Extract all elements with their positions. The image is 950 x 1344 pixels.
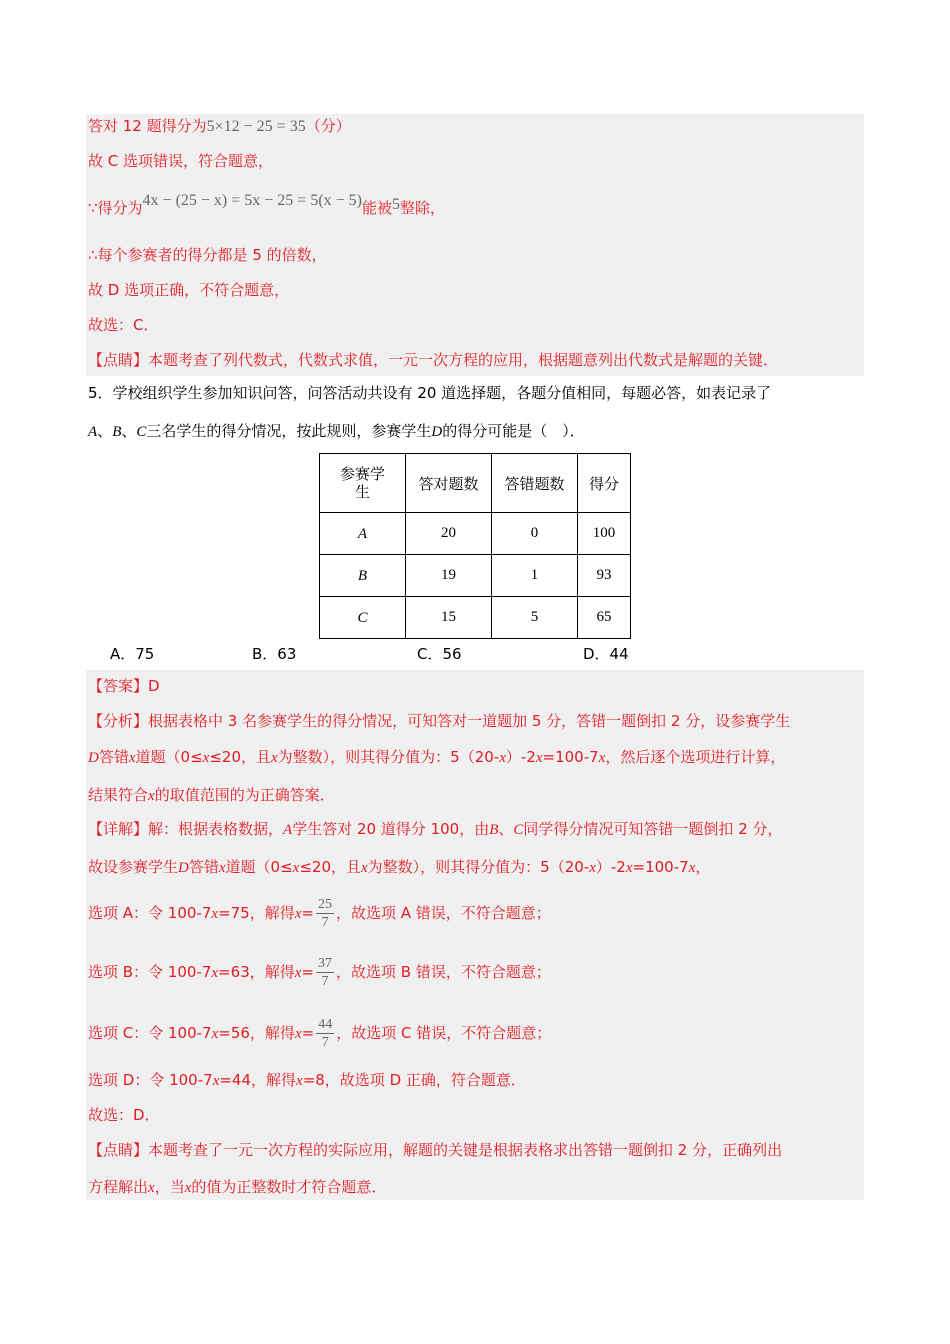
table-row — [320, 555, 631, 597]
fraction: $\frac{44}{7}$ — [318, 1017, 333, 1050]
header-cell: 答对题数 — [406, 454, 492, 513]
table-cell: 19 — [406, 555, 492, 597]
option-a-check: 选项 A：令 100-7x=75，解得x= $\frac{25}{7}$ ，故选项 A 错误，不符合题意； — [88, 897, 551, 930]
prev-line-4: ∴每个参赛者的得分都是 5 的倍数， — [88, 246, 327, 264]
table-cell: 93 — [578, 555, 631, 597]
option-c[interactable]: C．56 — [417, 645, 462, 663]
comment-line-1: 【点睛】本题考查了一元一次方程的实际应用，解题的关键是根据表格求出答错一题倒扣 2 分，正确列出 — [88, 1141, 783, 1159]
table-cell: A — [320, 513, 406, 555]
table-cell: 5 — [492, 597, 578, 639]
table-cell: 15 — [406, 597, 492, 639]
header-cell: 答错题数 — [492, 454, 578, 513]
prev-comment: 【点睛】本题考查了列代数式，代数式求值，一元一次方程的应用，根据题意列出代数式是解题的关键． — [88, 351, 779, 369]
table-cell: 100 — [578, 513, 631, 555]
question-line-2: A、B、C三名学生的得分情况，按此规则，参赛学生D的得分可能是（ ）． — [88, 422, 585, 440]
option-b-check: 选项 B：令 100-7x=63，解得x= $\frac{37}{7}$ ，故选项 B 错误，不符合题意； — [88, 956, 551, 989]
table-cell: C — [320, 597, 406, 639]
option-d[interactable]: D．44 — [583, 645, 629, 663]
table-cell: 20 — [406, 513, 492, 555]
prev-line-5: 故 D 选项正确，不符合题意， — [88, 281, 290, 299]
prev-line-3: ∵得分为4x − (25 − x) = 5x − 25 = 5(x − 5)能被5整除， — [88, 192, 446, 217]
table-row — [320, 513, 631, 555]
fraction: $\frac{37}{7}$ — [318, 956, 332, 989]
option-a[interactable]: A．75 — [110, 645, 155, 663]
prev-line-1: 答对 12 题得分为5×12 − 25 = 35（分） — [88, 117, 351, 135]
analysis-line-3: 结果符合x的取值范围的为正确答案． — [88, 786, 335, 804]
table-cell: 65 — [578, 597, 631, 639]
prev-line-2: 故 C 选项错误，符合题意， — [88, 152, 274, 170]
question-line-1: 5．学校组织学生参加知识问答，问答活动共设有 20 道选择题，各题分值相同，每题必答，如表记录了 — [88, 384, 772, 402]
score-table — [319, 453, 631, 639]
detail-line-2: 故设参赛学生D答错x道题（0≤x≤20，且x为整数），则其得分值为：5（20-x）-2x=100-7x， — [88, 858, 711, 876]
option-c-check: 选项 C：令 100-7x=56，解得x= $\frac{44}{7}$ ，故选项 C 错误，不符合题意； — [88, 1017, 552, 1050]
table-row — [320, 597, 631, 639]
table-cell: 0 — [492, 513, 578, 555]
header-cell: 参赛学生 — [320, 454, 406, 513]
table-cell: 1 — [492, 555, 578, 597]
fraction: $\frac{25}{7}$ — [317, 897, 332, 930]
answer-label: 【答案】D — [88, 677, 160, 695]
analysis-line-2: D答错x道题（0≤x≤20，且x为整数），则其得分值为：5（20-x）-2x=100-7x，然后逐个选项进行计算， — [88, 748, 786, 766]
prev-line-6: 故选：C． — [88, 316, 159, 334]
option-d-check: 选项 D：令 100-7x=44，解得x=8，故选项 D 正确，符合题意． — [88, 1071, 526, 1089]
header-cell: 得分 — [578, 454, 631, 513]
detail-line-1: 【详解】解：根据表格数据，A学生答对 20 道得分 100，由B、C同学得分情况可知答错一题倒扣 2 分， — [88, 820, 783, 838]
table-cell: B — [320, 555, 406, 597]
comment-line-2: 方程解出x，当x的值为正整数时才符合题意． — [88, 1178, 387, 1196]
analysis-line-1: 【分析】根据表格中 3 名参赛学生的得分情况，可知答对一道题加 5 分，答错一题倒扣 2 分，设参赛学生 — [88, 712, 791, 730]
final-selection: 故选：D． — [88, 1106, 160, 1124]
option-b[interactable]: B．63 — [252, 645, 297, 663]
table-header-row — [320, 454, 631, 513]
